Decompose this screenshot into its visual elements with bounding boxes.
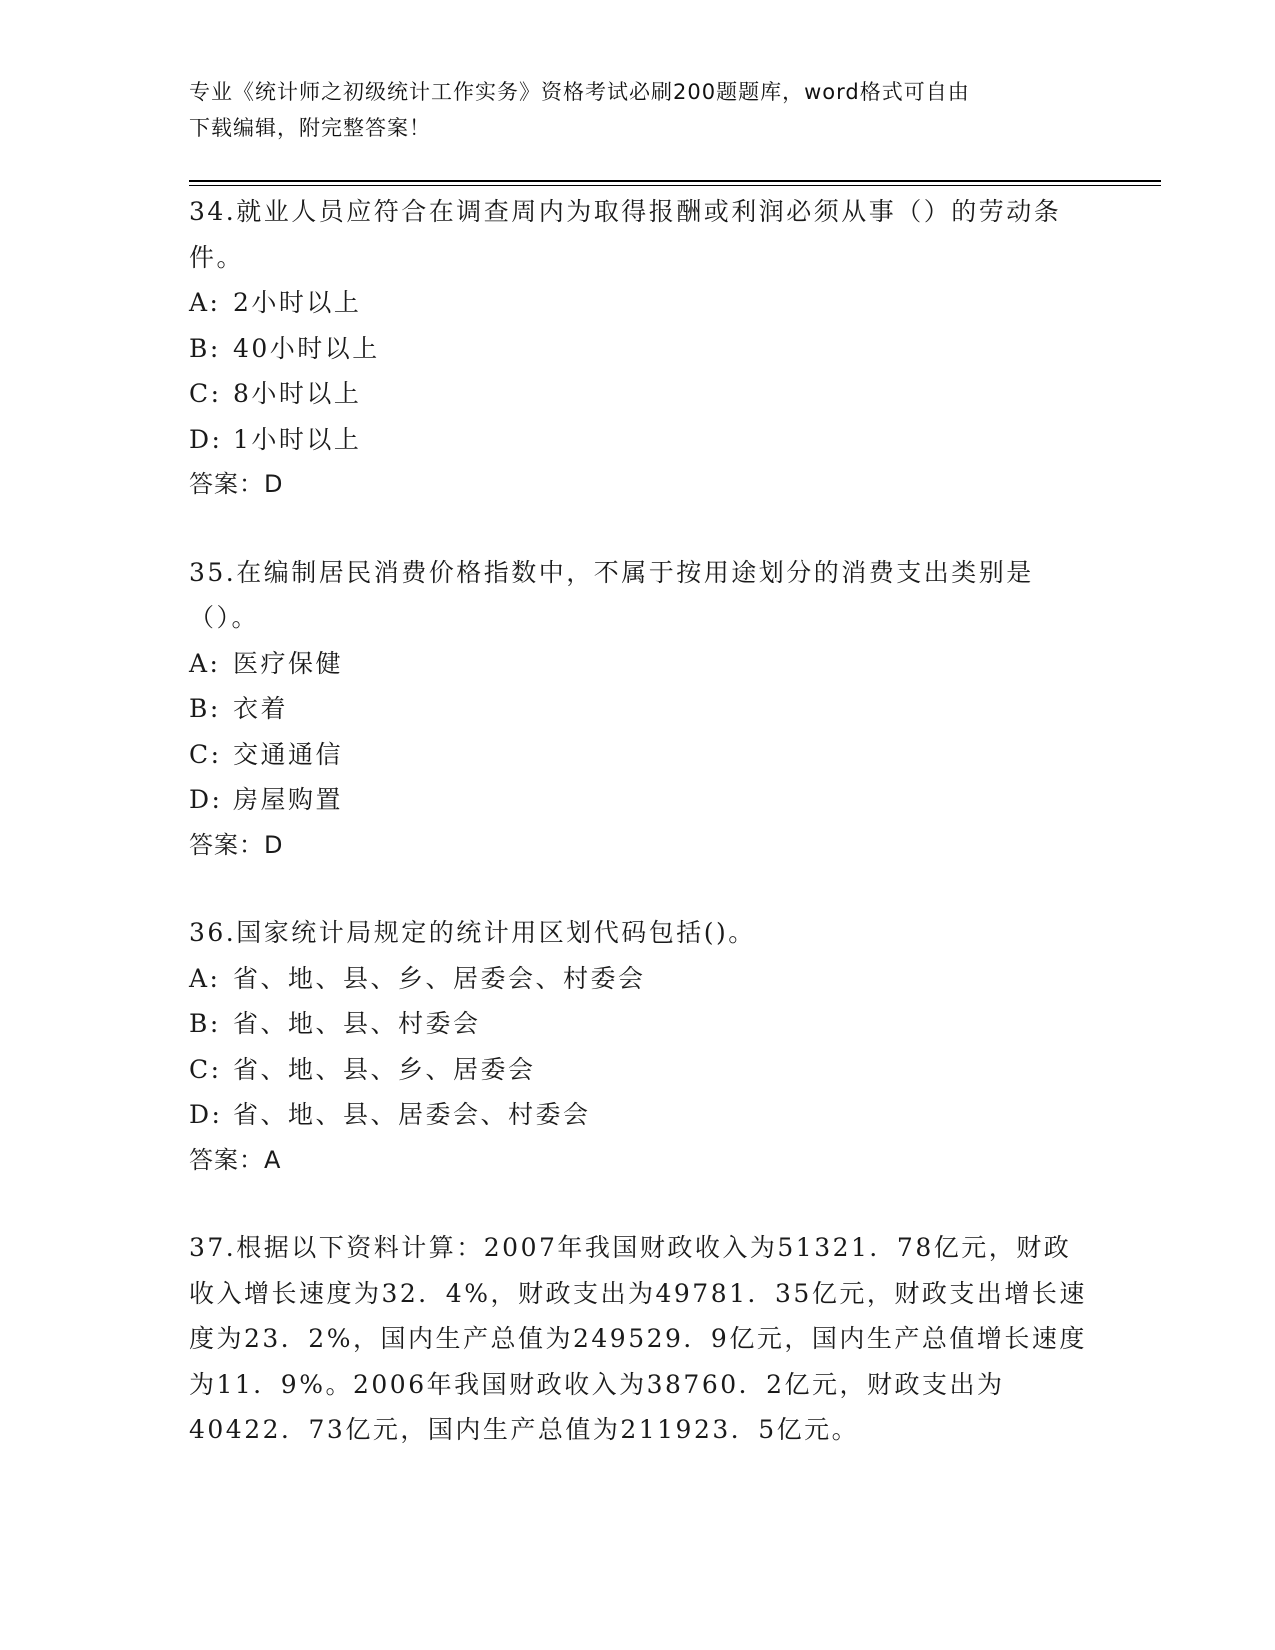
- option-text: 衣着: [233, 694, 289, 723]
- option-letter: A:: [189, 963, 221, 993]
- document-header: [189, 74, 1069, 146]
- option-d: [189, 417, 1089, 463]
- option-d: [189, 1092, 1089, 1138]
- question-text: 34.就业人员应符合在调查周内为取得报酬或利润必须从事（）的劳动条件。: [189, 197, 1062, 272]
- option-letter: C:: [189, 739, 222, 769]
- option-letter: D:: [189, 424, 223, 454]
- option-a: [189, 956, 1089, 1002]
- answer-line: 答案：D: [189, 830, 284, 859]
- option-letter: B:: [189, 694, 221, 723]
- option-text: 房屋购置: [233, 785, 344, 814]
- option-text: 1小时以上: [233, 424, 362, 454]
- option-b: [189, 686, 1089, 732]
- question-text: 35.在编制居民消费价格指数中，不属于按用途划分的消费支出类别是（）。: [189, 557, 1034, 632]
- option-b: [189, 326, 1089, 372]
- option-letter: C:: [189, 379, 222, 408]
- option-letter: B:: [189, 333, 221, 363]
- option-text: 交通通信: [233, 739, 344, 769]
- option-text: 省、地、县、村委会: [233, 1009, 481, 1038]
- question-text: 36.国家统计局规定的统计用区划代码包括()。: [189, 918, 756, 947]
- option-text: 省、地、县、乡、居委会、村委会: [233, 963, 646, 993]
- option-text: 省、地、县、乡、居委会: [233, 1054, 536, 1084]
- question-36: [189, 910, 1089, 1183]
- answer-line: 答案：A: [189, 1145, 282, 1174]
- option-letter: B:: [189, 1009, 221, 1038]
- question-34: [189, 189, 1089, 508]
- option-d: [189, 777, 1089, 823]
- option-text: 8小时以上: [233, 379, 362, 408]
- header-divider-thin: [189, 185, 1161, 186]
- option-letter: A:: [189, 648, 221, 678]
- question-35: [189, 550, 1089, 869]
- option-letter: C:: [189, 1054, 222, 1084]
- header-line-2: 下载编辑，附完整答案！: [189, 116, 431, 140]
- option-a: [189, 280, 1089, 326]
- option-c: [189, 1047, 1089, 1093]
- option-text: 40小时以上: [233, 333, 380, 363]
- question-37: [189, 1225, 1089, 1453]
- option-text: 2小时以上: [233, 288, 362, 317]
- option-letter: D:: [189, 785, 223, 814]
- option-text: 医疗保健: [233, 648, 344, 678]
- option-c: [189, 732, 1089, 778]
- header-line-1: 专业《统计师之初级统计工作实务》资格考试必刷200题题库，word格式可自由: [189, 80, 970, 104]
- option-letter: A:: [189, 288, 221, 317]
- question-list: [189, 189, 1089, 1453]
- option-letter: D:: [189, 1100, 223, 1129]
- header-divider-thick: [189, 180, 1161, 182]
- answer-line: 答案：D: [189, 470, 284, 498]
- option-a: [189, 641, 1089, 687]
- question-text: 37.根据以下资料计算：2007年我国财政收入为51321．78亿元，财政收入增长速度为32．4%，财政支出为49781．35亿元，财政支出增长速度为23．2%，国内生产总值为249529．9亿元，国内生产总值增长速度为11．9%。2006年我国财政收入为38760．2亿元，财政支出为40422．73亿元，国内生产总值为211923．5亿元。: [189, 1233, 1087, 1444]
- option-text: 省、地、县、居委会、村委会: [233, 1100, 591, 1129]
- option-b: [189, 1001, 1089, 1047]
- option-c: [189, 371, 1089, 417]
